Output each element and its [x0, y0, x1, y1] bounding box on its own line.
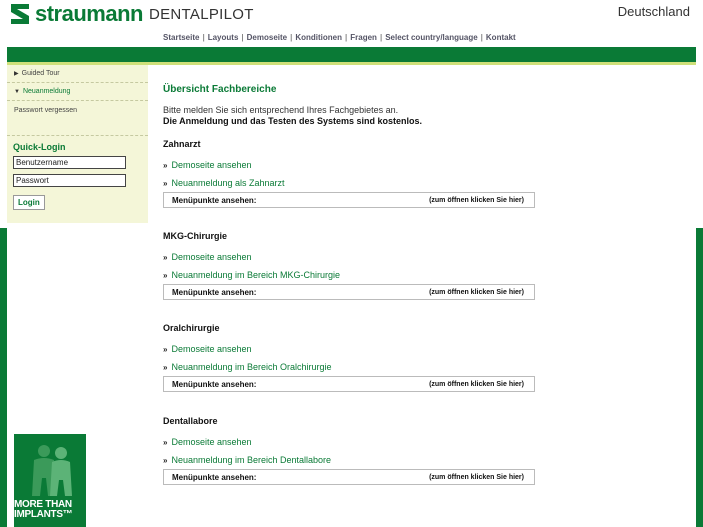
section-title: Oralchirurgie	[163, 323, 220, 333]
main-content	[163, 84, 543, 126]
menu-hint[interactable]: (zum öffnen klicken Sie hier)	[429, 288, 524, 296]
intro-text-bold: Die Anmeldung und das Testen des Systems sind kostenlos.	[163, 116, 423, 126]
menu-label: Menüpunkte ansehen:	[172, 472, 257, 482]
menu-toggle-box[interactable]	[163, 376, 535, 392]
section-mkg-chirurgie	[163, 231, 543, 300]
sidebar-item-neuanmeldung[interactable]	[7, 83, 148, 101]
double-chevron-icon: »	[163, 344, 168, 354]
page	[7, 0, 696, 527]
intro-text: Bitte melden Sie sich entsprechend Ihres Fachgebietes an.	[163, 105, 399, 115]
demo-link[interactable]: » Demoseite ansehen	[163, 437, 252, 447]
menu-toggle-box[interactable]	[163, 469, 535, 485]
menu-toggle-box[interactable]	[163, 192, 535, 208]
double-chevron-icon: »	[163, 455, 168, 465]
menu-label: Menüpunkte ansehen:	[172, 195, 257, 205]
arrow-right-icon: ▶	[14, 71, 19, 77]
menu-toggle-box[interactable]	[163, 284, 535, 300]
demo-link[interactable]: » Demoseite ansehen	[163, 252, 252, 262]
nav-demoseite[interactable]: Demoseite	[246, 33, 288, 42]
sidebar	[7, 65, 148, 223]
register-link[interactable]: » Neuanmeldung im Bereich Oralchirurgie	[163, 362, 332, 372]
product-name: DENTALPILOT	[148, 5, 254, 23]
section-title: Zahnarzt	[163, 139, 201, 149]
demo-link[interactable]: » Demoseite ansehen	[163, 160, 252, 170]
register-link[interactable]: » Neuanmeldung als Zahnarzt	[163, 178, 285, 188]
page-title: Übersicht Fachbereiche	[163, 84, 277, 95]
sidebar-item-label: Guided Tour	[21, 70, 60, 77]
nav-fragen[interactable]: Fragen	[350, 33, 377, 42]
login-button[interactable]: Login	[13, 195, 45, 210]
sidebar-item-passwort-vergessen[interactable]	[7, 101, 148, 119]
section-title: Dentallabore	[163, 416, 218, 426]
logo[interactable]	[9, 2, 254, 26]
header-green-bar	[7, 47, 696, 62]
more-than-implants-badge	[14, 434, 86, 527]
nav-kontakt[interactable]: Kontakt	[485, 33, 516, 42]
nav-layouts[interactable]: Layouts	[207, 33, 239, 42]
arrow-down-icon: ▼	[14, 88, 20, 95]
section-title: MKG-Chirurgie	[163, 231, 227, 241]
sidebar-item-guided-tour[interactable]	[7, 65, 148, 83]
menu-hint[interactable]: (zum öffnen klicken Sie hier)	[429, 473, 524, 481]
password-input[interactable]	[13, 174, 126, 187]
quick-login-panel	[7, 135, 148, 210]
double-chevron-icon: »	[163, 178, 168, 188]
register-link[interactable]: » Neuanmeldung im Bereich Dentallabore	[163, 455, 332, 465]
menu-hint[interactable]: (zum öffnen klicken Sie hier)	[429, 196, 524, 204]
sidebar-item-label: Neuanmeldung	[22, 88, 71, 95]
username-input[interactable]	[13, 156, 126, 169]
menu-label: Menüpunkte ansehen:	[172, 287, 257, 297]
nav-select-country[interactable]: Select country/language	[385, 33, 478, 42]
double-chevron-icon: »	[163, 437, 168, 447]
badge-text	[14, 500, 88, 520]
badge-line-2: IMPLANTS™	[14, 509, 73, 520]
double-chevron-icon: »	[163, 362, 168, 372]
people-silhouette-icon	[22, 442, 78, 496]
nav-startseite[interactable]: Startseite	[163, 33, 200, 42]
quick-login-title: Quick-Login	[13, 142, 66, 152]
register-link[interactable]: » Neuanmeldung im Bereich MKG-Chirurgie	[163, 270, 341, 280]
menu-label: Menüpunkte ansehen:	[172, 379, 257, 389]
double-chevron-icon: »	[163, 270, 168, 280]
section-oralchirurgie	[163, 323, 543, 392]
section-dentallabore	[163, 416, 543, 485]
section-zahnarzt	[163, 139, 543, 208]
double-chevron-icon: »	[163, 252, 168, 262]
sidebar-item-label: Passwort vergessen	[14, 106, 78, 114]
brand-name: straumann	[35, 1, 143, 26]
straumann-logo-icon	[9, 2, 31, 26]
demo-link[interactable]: » Demoseite ansehen	[163, 344, 252, 354]
country-label[interactable]: Deutschland	[617, 4, 690, 19]
badge-line-1: MORE THAN	[14, 499, 72, 510]
menu-hint[interactable]: (zum öffnen klicken Sie hier)	[429, 380, 524, 388]
nav-konditionen[interactable]: Konditionen	[295, 33, 343, 42]
double-chevron-icon: »	[163, 160, 168, 170]
top-navigation: Startseite | Layouts | Demoseite | Konditionen | Fragen | Select country/language | Kontakt	[163, 33, 516, 42]
